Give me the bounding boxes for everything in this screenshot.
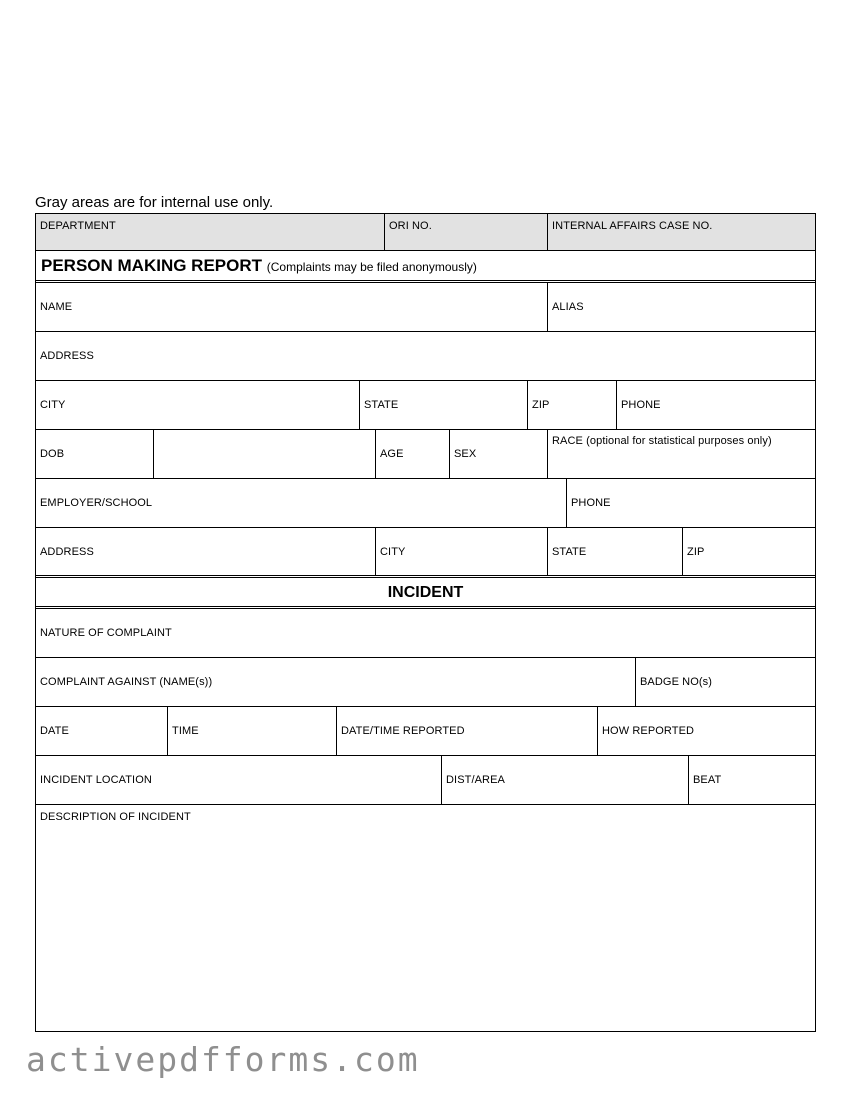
ia-case-no-field[interactable]	[548, 214, 815, 250]
state-field[interactable]	[360, 381, 528, 429]
phone-label: PHONE	[621, 399, 661, 411]
employer-address-row	[36, 528, 815, 578]
employer-phone-field[interactable]	[567, 479, 815, 527]
complaint-against-field[interactable]	[36, 658, 636, 706]
city-row	[36, 381, 815, 430]
ia-case-no-label: INTERNAL AFFAIRS CASE NO.	[552, 220, 713, 232]
department-label: DEPARTMENT	[40, 220, 116, 232]
nature-row	[36, 609, 815, 658]
dob-label: DOB	[40, 448, 65, 460]
employer-state-field[interactable]	[548, 528, 683, 575]
employer-field[interactable]	[36, 479, 567, 527]
zip-label: ZIP	[532, 399, 550, 411]
incident-location-field[interactable]	[36, 756, 442, 804]
person-section-subtitle: (Complaints may be filed anonymously)	[266, 260, 477, 274]
complaint-against-label: COMPLAINT AGAINST (NAME(s))	[40, 676, 213, 688]
nature-of-complaint-field[interactable]	[36, 609, 815, 657]
date-label: DATE	[40, 725, 69, 737]
date-time-row	[36, 707, 815, 756]
name-label: NAME	[40, 301, 73, 313]
employer-zip-label: ZIP	[687, 545, 705, 558]
ori-no-field[interactable]	[385, 214, 548, 250]
how-reported-label: HOW REPORTED	[602, 725, 695, 737]
dob-value-field[interactable]	[154, 430, 376, 478]
sex-field[interactable]	[450, 430, 548, 478]
incident-section-header	[36, 578, 815, 609]
name-row	[36, 283, 815, 332]
race-label: RACE (optional for statistical purposes only)	[552, 435, 772, 447]
sex-label: SEX	[454, 448, 477, 460]
city-label: CITY	[40, 399, 66, 411]
dist-area-label: DIST/AREA	[446, 774, 505, 786]
person-section-header	[36, 251, 815, 283]
dist-area-field[interactable]	[442, 756, 689, 804]
employer-city-label: CITY	[380, 545, 406, 558]
internal-use-note: Gray areas are for internal use only.	[35, 194, 274, 211]
department-field[interactable]	[36, 214, 385, 250]
state-label: STATE	[364, 399, 399, 411]
address-label: ADDRESS	[40, 350, 94, 362]
ori-no-label: ORI NO.	[389, 220, 432, 232]
employer-address-label: ADDRESS	[40, 545, 94, 558]
address-row	[36, 332, 815, 381]
employer-address-field[interactable]	[36, 528, 376, 575]
employer-phone-label: PHONE	[571, 497, 611, 509]
age-label: AGE	[380, 448, 404, 460]
beat-label: BEAT	[693, 774, 722, 786]
employer-state-label: STATE	[552, 545, 587, 558]
description-row	[36, 805, 815, 1031]
employer-row	[36, 479, 815, 528]
badge-no-label: BADGE NO(s)	[640, 676, 712, 688]
badge-no-field[interactable]	[636, 658, 815, 706]
dob-field[interactable]	[36, 430, 154, 478]
complaint-form	[35, 213, 816, 1032]
date-time-reported-label: DATE/TIME REPORTED	[341, 725, 465, 737]
phone-field[interactable]	[617, 381, 815, 429]
alias-label: ALIAS	[552, 301, 584, 313]
employer-city-field[interactable]	[376, 528, 548, 575]
employer-zip-field[interactable]	[683, 528, 815, 575]
city-field[interactable]	[36, 381, 360, 429]
time-label: TIME	[172, 725, 199, 737]
age-field[interactable]	[376, 430, 450, 478]
incident-section-title: INCIDENT	[387, 584, 464, 601]
person-section-title-text: PERSON MAKING REPORT	[41, 256, 263, 275]
beat-field[interactable]	[689, 756, 815, 804]
employer-label: EMPLOYER/SCHOOL	[40, 497, 153, 509]
description-field[interactable]	[36, 805, 815, 1031]
time-field[interactable]	[168, 707, 337, 755]
dob-row	[36, 430, 815, 479]
how-reported-field[interactable]	[598, 707, 815, 755]
complaint-against-row	[36, 658, 815, 707]
alias-field[interactable]	[548, 283, 815, 331]
name-field[interactable]	[36, 283, 548, 331]
incident-location-label: INCIDENT LOCATION	[40, 774, 152, 786]
header-row	[36, 214, 815, 251]
person-section-title	[41, 256, 477, 276]
date-field[interactable]	[36, 707, 168, 755]
description-label: DESCRIPTION OF INCIDENT	[40, 811, 191, 823]
location-row	[36, 756, 815, 805]
address-field[interactable]	[36, 332, 815, 380]
nature-of-complaint-label: NATURE OF COMPLAINT	[40, 627, 172, 639]
zip-field[interactable]	[528, 381, 617, 429]
date-time-reported-field[interactable]	[337, 707, 598, 755]
race-field[interactable]	[548, 430, 815, 478]
watermark-text: activepdfforms.com	[26, 1040, 420, 1079]
